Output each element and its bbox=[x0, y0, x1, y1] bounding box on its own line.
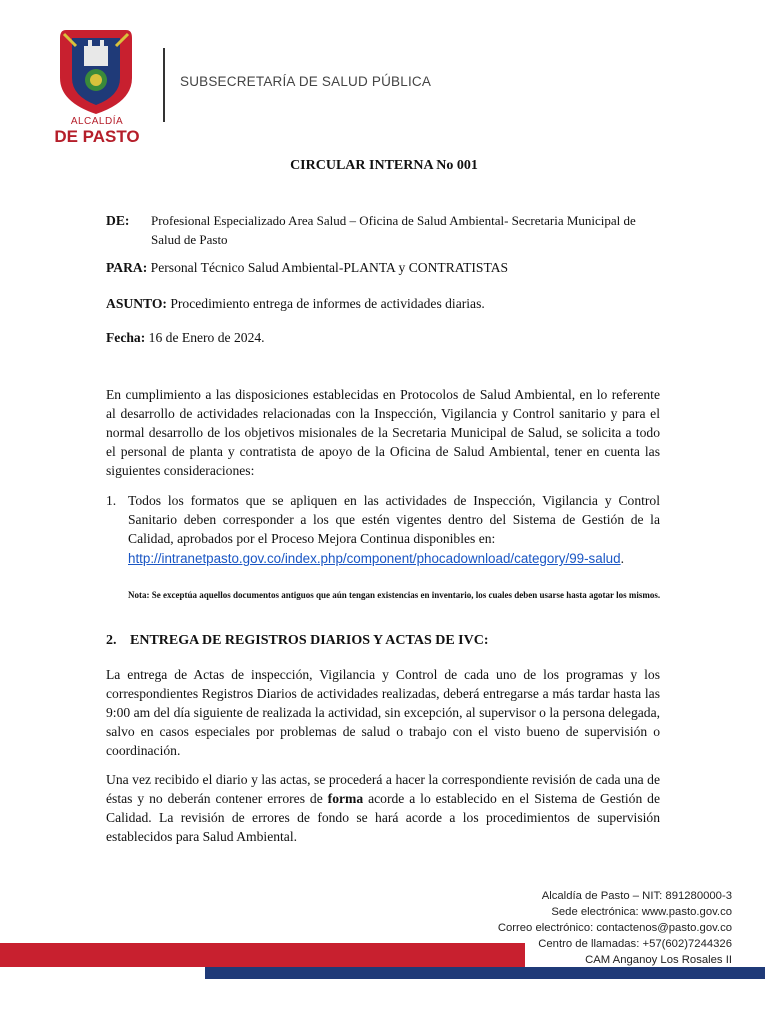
para-line bbox=[106, 258, 686, 277]
footer-line5: CAM Anganoy Los Rosales II bbox=[585, 954, 732, 966]
intranet-link[interactable]: http://intranetpasto.gov.co/index.php/component/phocadownload/category/99-salud bbox=[128, 551, 621, 566]
de-text: Profesional Especializado Area Salud – Oficina de Salud Ambiental- Secretaria Municipal de Salud de Pasto bbox=[151, 213, 636, 247]
para-label: PARA: bbox=[106, 260, 148, 275]
intro-paragraph: En cumplimiento a las disposiciones establecidas en Protocolos de Salud Ambiental, en lo referente al desarrollo de actividades relacionadas con la Inspección, Vigilancia y Control sanitario y para el normal desarrollo de los objetivos misionales de la Secretaria Municipal de Salud, se solicita a todo el personal de planta y contratista de apoyo de la Oficina de Salud Ambiental, tener en cuenta las siguientes consideraciones: bbox=[106, 387, 660, 478]
asunto-line bbox=[106, 294, 686, 313]
asunto-label: ASUNTO: bbox=[106, 296, 167, 311]
para3-a: Una vez recibido el diario y las actas, se procederá a hacer la correspondiente revisión de cada una de éstas y no deberán contener errores de bbox=[106, 772, 660, 806]
coat-of-arms-icon bbox=[52, 22, 140, 117]
footer-line4: Centro de llamadas: +57(602)7244326 bbox=[538, 938, 732, 950]
section2-number: 2. bbox=[106, 633, 117, 648]
footer-line1: Alcaldía de Pasto – NIT: 891280000-3 bbox=[541, 890, 732, 902]
footer-contact bbox=[498, 888, 732, 968]
footer-line3: Correo electrónico: contactenos@pasto.gov.co bbox=[497, 922, 732, 934]
brand-line2: DE PASTO bbox=[54, 127, 140, 146]
paragraph-3 bbox=[106, 770, 660, 846]
paragraph-2: La entrega de Actas de inspección, Vigilancia y Control de cada uno de los programas y los correspondientes Registros Diarios de actividades realizadas, deberá entregarse a más tardar hasta las 9:00 am del día siguiente de realizada la actividad, sin excepción, al supervisor o la persona delegada, salvo en casos especiales por problemas de salud o trabajo con el visto bueno de supervisión o coordinación. bbox=[106, 667, 660, 758]
item1-text: Todos los formatos que se apliquen en las actividades de Inspección, Vigilancia y Control Sanitario deben corresponder a los que estén vigentes dentro del Sistema de Gestión de la Calidad, aprobados por el Proceso Mejora Continua disponibles en: bbox=[128, 493, 660, 546]
para3-b: acorde a lo establecido en el Sistema de Gestión de Calidad. La revisión de errores de fondo se hará acorde a los procedimientos de supervisión establecidos para Salud Ambiental. bbox=[106, 791, 661, 844]
footer-line2: Sede electrónica: www.pasto.gov.co bbox=[551, 906, 732, 918]
footer-red-bar bbox=[0, 943, 525, 967]
section2-title: ENTREGA DE REGISTROS DIARIOS Y ACTAS DE IVC: bbox=[130, 633, 489, 648]
asunto-text: Procedimiento entrega de informes de actividades diarias. bbox=[166, 296, 485, 311]
document-title: CIRCULAR INTERNA No 001 bbox=[290, 158, 478, 173]
de-label: DE: bbox=[106, 213, 130, 228]
note: Nota: Se exceptúa aquellos documentos antiguos que aún tengan existencias en inventario, los cuales deben usarse hasta agotar los mismos. bbox=[128, 590, 661, 600]
department-name: SUBSECRETARÍA DE SALUD PÚBLICA bbox=[180, 74, 432, 89]
item1-number: 1. bbox=[106, 493, 117, 508]
para3-bold: forma bbox=[327, 791, 364, 806]
item1-period: . bbox=[620, 551, 624, 566]
fecha-line bbox=[106, 328, 686, 347]
fecha-text: 16 de Enero de 2024. bbox=[145, 330, 265, 345]
header-divider bbox=[163, 48, 165, 122]
para-text: Personal Técnico Salud Ambiental-PLANTA y CONTRATISTAS bbox=[147, 260, 509, 275]
brand-line1: ALCALDÍA bbox=[70, 116, 124, 127]
item1-link-line bbox=[128, 549, 660, 568]
fecha-label: Fecha: bbox=[106, 330, 146, 345]
footer-blue-bar bbox=[205, 967, 765, 979]
